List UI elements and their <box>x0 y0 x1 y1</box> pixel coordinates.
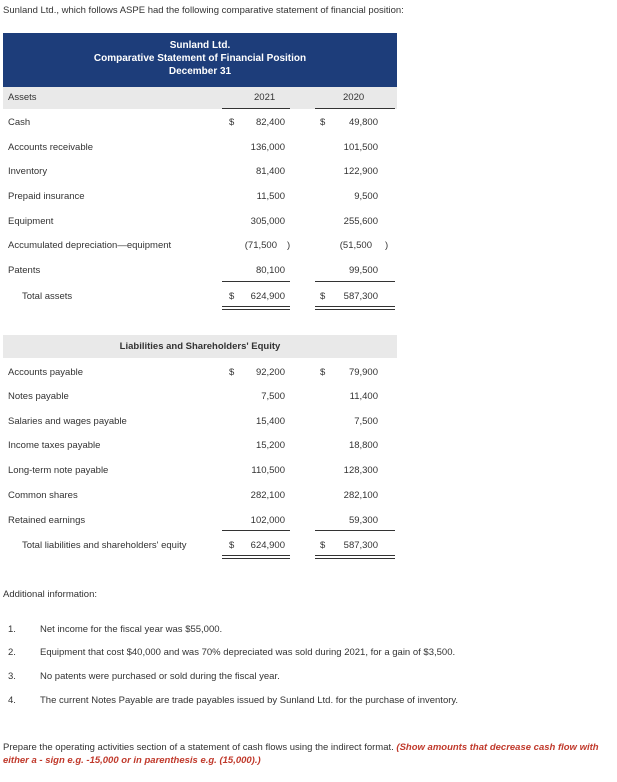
value-2021: (71,500 <box>244 240 277 251</box>
total-assets-2021: 624,900 <box>250 291 285 302</box>
dollar-sign: $ <box>320 540 326 551</box>
asset-row <box>0 216 617 236</box>
dollar-sign: $ <box>320 117 326 128</box>
instruction-main: Prepare the operating activities section of a statement of cash flows using the indirect format. <box>3 742 394 753</box>
asset-row <box>0 142 617 162</box>
liability-row <box>0 391 617 411</box>
liability-row <box>0 515 617 535</box>
value-2021: 136,000 <box>250 142 285 153</box>
year-2020-heading: 2020 <box>343 92 365 103</box>
value-2021: 82,400 <box>255 117 285 128</box>
subtotal-line-2021 <box>222 530 290 531</box>
liability-label: Notes payable <box>8 391 69 402</box>
asset-row <box>0 240 617 260</box>
value-2020: (51,500 <box>339 240 372 251</box>
value-2020: 9,500 <box>354 191 378 202</box>
value-2021: 282,100 <box>250 490 285 501</box>
liability-row <box>0 465 617 485</box>
asset-row <box>0 117 617 137</box>
asset-row <box>0 191 617 211</box>
value-2021: 81,400 <box>255 166 285 177</box>
value-2021: 15,200 <box>255 440 285 451</box>
total-assets-2020: 587,300 <box>343 291 378 302</box>
liability-row <box>0 416 617 436</box>
asset-label: Accumulated depreciation—equipment <box>8 240 172 251</box>
value-2021: 15,400 <box>255 416 285 427</box>
value-2020: 59,300 <box>348 515 378 526</box>
liability-row <box>0 490 617 510</box>
value-2020: 79,900 <box>348 367 378 378</box>
total-liabilities-2021: 624,900 <box>250 540 285 551</box>
instruction-text <box>3 741 613 767</box>
value-2021: 11,500 <box>256 191 285 202</box>
liability-label: Income taxes payable <box>8 440 101 451</box>
liability-label: Salaries and wages payable <box>8 416 127 427</box>
dollar-sign: $ <box>229 367 235 378</box>
liability-row <box>0 367 617 387</box>
total-liabilities-row <box>0 540 617 560</box>
header-underline-2020 <box>315 108 395 109</box>
asset-row <box>0 166 617 186</box>
note-item <box>0 647 617 663</box>
total-liabilities-2020: 587,300 <box>343 540 378 551</box>
value-2020: 11,400 <box>349 391 378 402</box>
note-text: Equipment that cost $40,000 and was 70% depreciated was sold during 2021, for a gain of $3,500. <box>40 647 456 658</box>
value-2020: 128,300 <box>343 465 378 476</box>
note-text: No patents were purchased or sold during the fiscal year. <box>40 671 280 682</box>
liability-label: Accounts payable <box>8 367 83 378</box>
total-liabilities-label: Total liabilities and shareholders' equity <box>22 540 187 551</box>
double-underline-2021 <box>222 555 290 559</box>
liability-label: Common shares <box>8 490 78 501</box>
note-item <box>0 671 617 687</box>
value-2021: 7,500 <box>261 391 285 402</box>
double-underline-2021 <box>222 306 290 310</box>
note-item <box>0 624 617 640</box>
note-item <box>0 695 617 711</box>
total-assets-label: Total assets <box>22 291 73 302</box>
value-2020: 18,800 <box>348 440 378 451</box>
header-underline-2021 <box>222 108 290 109</box>
asset-label: Inventory <box>8 166 48 177</box>
instruction-note: (Show amounts that decrease cash flow with either a - sign e.g. -15,000 or in parenthesis e.g. (15,000).) <box>3 742 599 766</box>
value-2020: 282,100 <box>343 490 378 501</box>
asset-row <box>0 265 617 285</box>
value-2021: 110,500 <box>251 465 285 476</box>
subtotal-line-2021 <box>222 281 290 282</box>
liabilities-heading: Liabilities and Shareholders' Equity <box>3 335 397 358</box>
note-number: 4. <box>8 695 16 706</box>
value-2020: 122,900 <box>343 166 378 177</box>
close-paren: ) <box>287 240 291 251</box>
additional-info-heading: Additional information: <box>3 589 97 600</box>
statement-date: December 31 <box>168 66 232 77</box>
company-name: Sunland Ltd. <box>169 40 231 51</box>
value-2021: 80,100 <box>255 265 285 276</box>
value-2020: 101,500 <box>343 142 378 153</box>
total-assets-row <box>0 291 617 311</box>
value-2021: 92,200 <box>255 367 285 378</box>
subtotal-line-2020 <box>315 530 395 531</box>
dollar-sign: $ <box>229 117 235 128</box>
note-number: 2. <box>8 647 16 658</box>
dollar-sign: $ <box>320 367 326 378</box>
value-2020: 99,500 <box>348 265 378 276</box>
asset-label: Patents <box>8 265 41 276</box>
dollar-sign: $ <box>320 291 326 302</box>
year-2021-heading: 2021 <box>254 92 276 103</box>
dollar-sign: $ <box>229 540 235 551</box>
value-2020: 255,600 <box>343 216 378 227</box>
double-underline-2020 <box>315 306 395 310</box>
liability-label: Long-term note payable <box>8 465 109 476</box>
asset-label: Prepaid insurance <box>8 191 85 202</box>
subtotal-line-2020 <box>315 281 395 282</box>
liability-row <box>0 440 617 460</box>
note-text: Net income for the fiscal year was $55,000. <box>40 624 223 635</box>
assets-heading: Assets <box>8 92 37 103</box>
assets-header-row <box>3 87 397 109</box>
note-number: 3. <box>8 671 16 682</box>
asset-label: Accounts receivable <box>8 142 94 153</box>
intro-text: Sunland Ltd., which follows ASPE had the following comparative statement of financial position: <box>3 5 404 16</box>
note-number: 1. <box>8 624 16 635</box>
statement-title-box <box>3 33 397 87</box>
value-2021: 305,000 <box>250 216 285 227</box>
dollar-sign: $ <box>229 291 235 302</box>
asset-label: Cash <box>8 117 31 128</box>
double-underline-2020 <box>315 555 395 559</box>
value-2020: 7,500 <box>354 416 378 427</box>
statement-title: Comparative Statement of Financial Position <box>93 53 307 64</box>
asset-label: Equipment <box>8 216 54 227</box>
liability-label: Retained earnings <box>8 515 86 526</box>
close-paren: ) <box>385 240 389 251</box>
note-text: The current Notes Payable are trade payables issued by Sunland Ltd. for the purchase of inventory. <box>40 695 459 706</box>
value-2020: 49,800 <box>348 117 378 128</box>
value-2021: 102,000 <box>250 515 285 526</box>
